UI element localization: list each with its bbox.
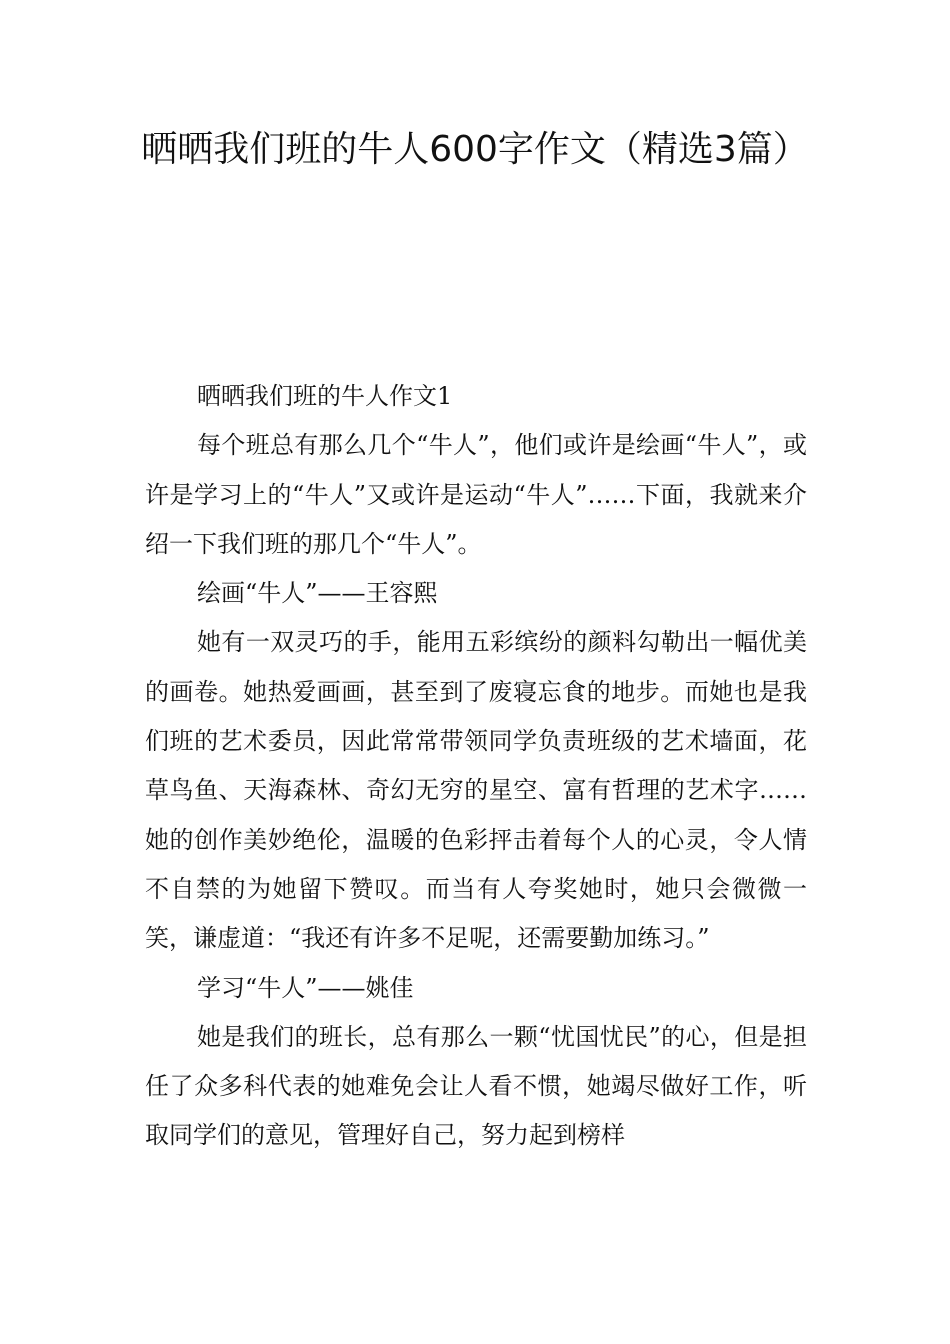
document-body bbox=[145, 372, 807, 1161]
body-paragraph: 每个班总有那么几个“牛人”，他们或许是绘画“牛人”，或许是学习上的“牛人”又或许是运动“牛人”……下面，我就来介绍一下我们班的那几个“牛人”。 bbox=[145, 431, 807, 558]
body-paragraph: 她是我们的班长，总有那么一颗“忧国忧民”的心，但是担任了众多科代表的她难免会让人看不惯，她竭尽做好工作，听取同学们的意见，管理好自己，努力起到榜样 bbox=[145, 1022, 807, 1150]
section-heading: 学习“牛人”——姚佳 bbox=[197, 973, 414, 1002]
section-heading: 绘画“牛人”——王容熙 bbox=[197, 579, 438, 608]
section-heading: 晒晒我们班的牛人作文1 bbox=[197, 382, 453, 410]
document-title: 晒晒我们班的牛人600字作文（精选3篇） bbox=[141, 129, 809, 170]
body-paragraph: 她有一双灵巧的手，能用五彩缤纷的颜料勾勒出一幅优美的画卷。她热爱画画，甚至到了废寝忘食的地步。而她也是我们班的艺术委员，因此常常带领同学负责班级的艺术墙面，花草鸟鱼、天海森林、奇幻无穷的星空、富有哲理的艺术字……她的创作美妙绝伦，温暖的色彩抨击着每个人的心灵，令人情不自禁的为她留下赞叹。而当有人夸奖她时，她只会微微一笑，谦虚道：“我还有许多不足呢，还需要勤加练习。” bbox=[145, 628, 807, 953]
